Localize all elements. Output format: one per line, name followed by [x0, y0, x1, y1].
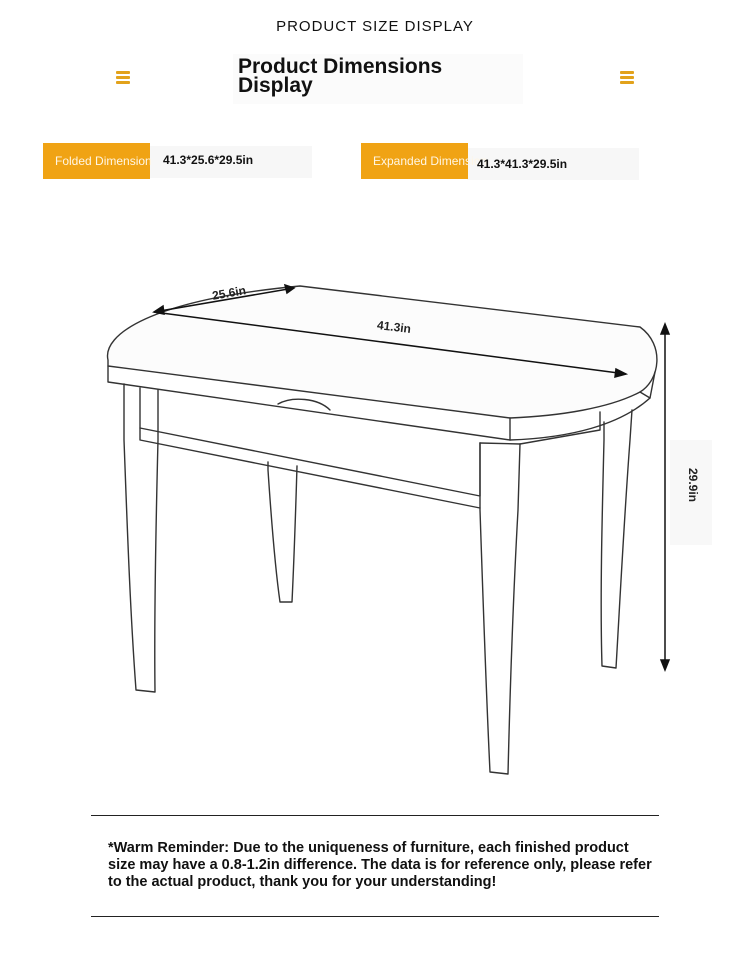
- page-title: PRODUCT SIZE DISPLAY: [276, 18, 474, 35]
- folded-dimension-value: 41.3*25.6*29.5in: [163, 153, 254, 167]
- height-dimension-label: 29.9in: [686, 467, 701, 503]
- divider-bottom: [91, 916, 659, 917]
- divider-top: [91, 815, 659, 816]
- section-heading: Product Dimensions Display: [238, 55, 443, 97]
- expanded-dimension-value: 41.3*41.3*29.5in: [477, 157, 568, 171]
- folded-dimension-badge: Folded Dimension: [43, 143, 150, 179]
- warm-reminder-text: *Warm Reminder: Due to the uniqueness of furniture, each finished product size may have a 0.8-1.2in difference. The data is for reference only, please refer to the actual product, thank you for your understanding!: [108, 840, 652, 890]
- expanded-dimension-badge: Expanded Dimension: [361, 143, 468, 179]
- length-dimension-label: 41.3in: [376, 317, 412, 337]
- width-dimension-label: 25.6in: [211, 283, 247, 303]
